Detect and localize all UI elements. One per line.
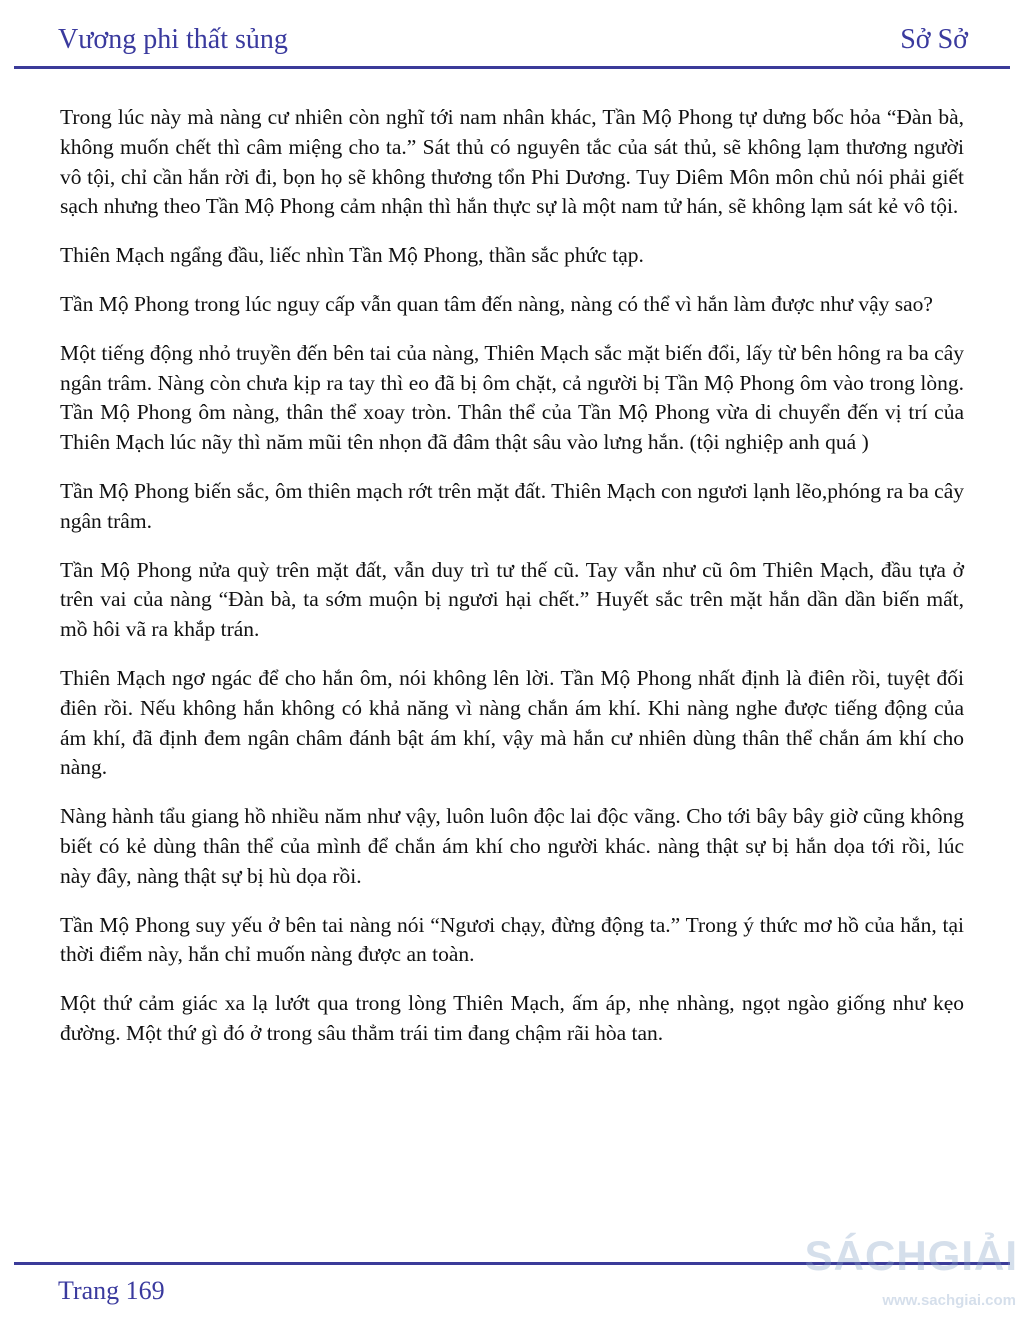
paragraph: Tần Mộ Phong nửa quỳ trên mặt đất, vẫn duy trì tư thế cũ. Tay vẫn như cũ ôm Thiên Mạch, đầu tựa ở trên vai của nàng “Đàn bà, ta sớm muộn bị ngươi hại chết.” Huyết sắc trên mặt hắn dần dần biến mất, mồ hôi vã ra khắp trán. [60,557,964,642]
page-number: Trang 169 [58,1276,165,1305]
paragraph: Nàng hành tẩu giang hồ nhiều năm như vậy, luôn luôn độc lai độc vãng. Cho tới bây bây giờ cũng không biết có kẻ dùng thân thể của mình để chắn ám khí cho người khác. nàng thật sự bị hắn dọa tới rồi, lúc này đây, nàng thật sự bị hù dọa rồi. [60,804,964,888]
paragraph: Tần Mộ Phong suy yếu ở bên tai nàng nói “Ngươi chạy, đừng động ta.” Trong ý thức mơ hồ của hắn, tại thời điểm này, hắn chỉ muốn nàng được an toàn. [60,912,964,967]
book-title: Vương phi thất sủng [58,24,288,55]
page-header [0,0,1024,68]
paragraph: Tần Mộ Phong biến sắc, ôm thiên mạch rớt trên mặt đất. Thiên Mạch con ngươi lạnh lẽo,phóng ra ba cây ngân trâm. [60,478,964,533]
header-divider [14,66,1010,69]
page-body [60,103,964,1068]
paragraph: Trong lúc này mà nàng cư nhiên còn nghĩ tới nam nhân khác, Tần Mộ Phong tự dưng bốc hỏa “Đàn bà, không muốn chết thì câm miệng cho ta.” Sát thủ có nguyên tắc của sát thủ, sẽ không lạm thương người vô tội, chỉ cần hắn rời đi, bọn họ sẽ không thương tổn Phi Dương. Tuy Diêm Môn môn chủ nói phải giết sạch nhưng theo Tần Mộ Phong cảm nhận thì hắn thực sự là một nam tử hán, sẽ không lạm sát kẻ vô tội. [60,105,964,219]
paragraph: Một thứ cảm giác xa lạ lướt qua trong lòng Thiên Mạch, ấm áp, nhẹ nhàng, ngọt ngào giống như kẹo đường. Một thứ gì đó ở trong sâu thẳm trái tim đang chậm rãi hòa tan. [60,991,964,1045]
paragraph: Thiên Mạch ngơ ngác để cho hắn ôm, nói không lên lời. Tần Mộ Phong nhất định là điên rồi, tuyệt đối điên rồi. Nếu không hắn không có khả năng vì nàng chắn ám khí. Khi nàng nghe được tiếng động của ám khí, đã định đem ngân châm đánh bật ám khí, vậy mà hắn cư nhiên dùng thân thể chắn ám khí cho nàng. [60,665,964,780]
paragraph: Thiên Mạch ngẩng đầu, liếc nhìn Tần Mộ Phong, thần sắc phức tạp. [60,243,644,268]
author-name: Sở Sở [900,24,968,55]
paragraph: Một tiếng động nhỏ truyền đến bên tai của nàng, Thiên Mạch sắc mặt biến đổi, lấy từ bên hông ra ba cây ngân trâm. Nàng còn chưa kịp ra tay thì eo đã bị ôm chặt, cả người bị Tần Mộ Phong ôm vào trong lòng. Tần Mộ Phong ôm nàng, thân thể xoay tròn. Thân thể của Tần Mộ Phong vừa di chuyển đến vị trí của Thiên Mạch lúc nãy thì năm mũi tên nhọn đã đâm thật sâu vào lưng hắn. (tội nghiệp anh quá ) [60,340,964,455]
paragraph: Tần Mộ Phong trong lúc nguy cấp vẫn quan tâm đến nàng, nàng có thể vì hắn làm được như vậy sao? [60,291,933,316]
watermark-url: www.sachgiai.com [882,1292,1016,1309]
watermark-logo: SÁCHGIẢI [804,1232,1018,1279]
watermark [804,1232,1018,1320]
